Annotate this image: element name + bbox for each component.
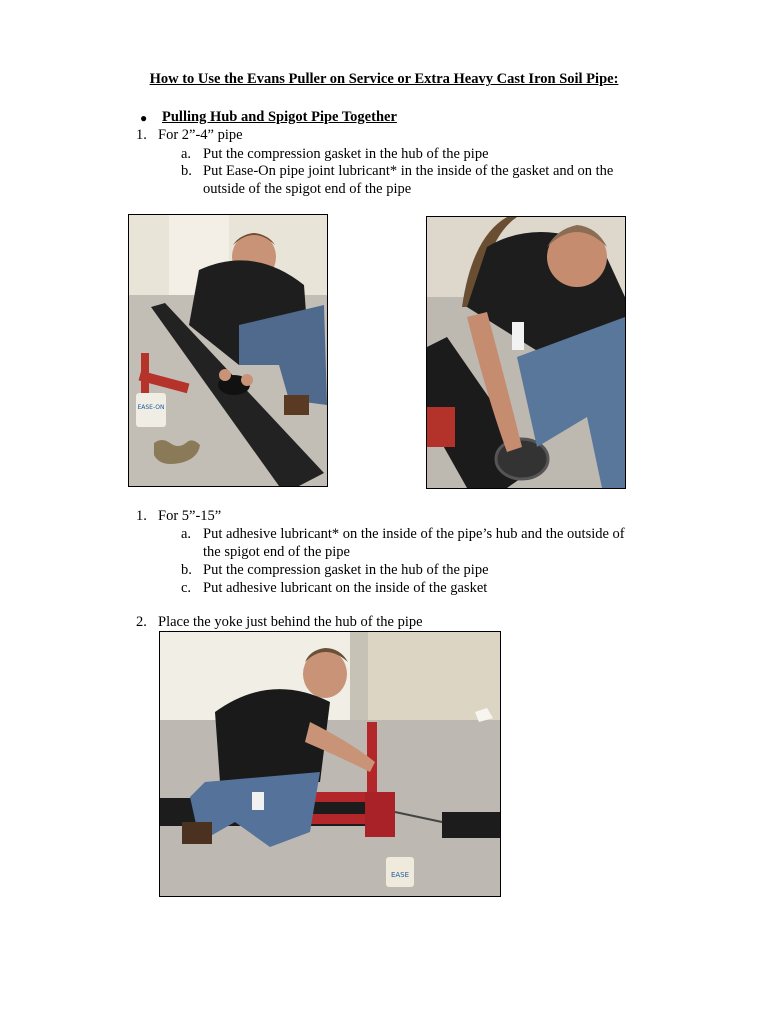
step-letter: b. (181, 562, 192, 578)
step-text: Put Ease-On pipe joint lubricant* in the inside of the gasket and on the (203, 163, 614, 179)
can-label: EASE-ON (137, 404, 165, 411)
item-number: 1. (136, 127, 147, 143)
item-label: For 5”-15” (158, 508, 222, 524)
section-heading: Pulling Hub and Spigot Pipe Together (162, 109, 397, 125)
can-label: EASE (390, 871, 410, 879)
step-text: Put the compression gasket in the hub of the pipe (203, 562, 489, 578)
photo-lubricant-apply (426, 216, 626, 489)
step-text-continued: the spigot end of the pipe (203, 544, 350, 560)
step-text: Put the compression gasket in the hub of the pipe (203, 146, 489, 162)
step-letter: b. (181, 163, 192, 179)
step-text: Put adhesive lubricant* on the inside of the pipe’s hub and the outside of (203, 526, 625, 542)
step-letter: a. (181, 146, 192, 162)
step-text: Put adhesive lubricant on the inside of the gasket (203, 580, 488, 596)
item-label: Place the yoke just behind the hub of the pipe (158, 614, 423, 630)
step-letter: c. (181, 580, 192, 596)
item-number: 1. (136, 508, 147, 524)
item-label: For 2”-4” pipe (158, 127, 243, 143)
photo-yoke-placement (159, 631, 501, 897)
item-number: 2. (136, 614, 147, 630)
bullet-icon: ● (140, 111, 148, 125)
photo-gasket-install (128, 214, 328, 487)
step-text-continued: outside of the spigot end of the pipe (203, 181, 412, 197)
document-title: How to Use the Evans Puller on Service or Extra Heavy Cast Iron Soil Pipe: (149, 71, 619, 87)
step-letter: a. (181, 526, 192, 542)
